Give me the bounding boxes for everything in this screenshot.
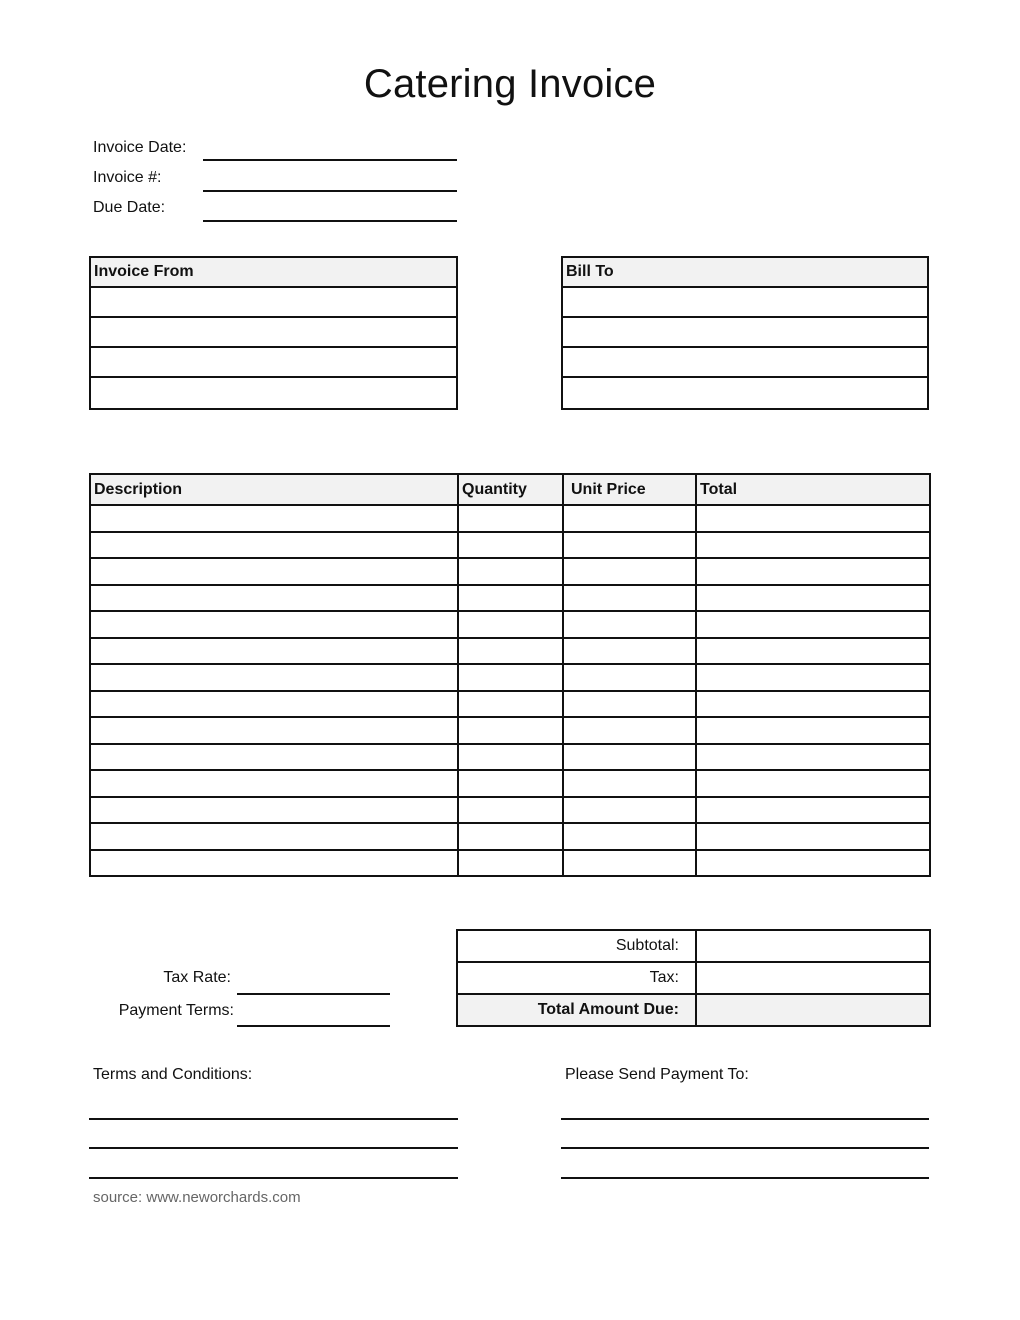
total-cell[interactable] (696, 611, 930, 638)
total-cell[interactable] (696, 823, 930, 850)
total-cell[interactable] (696, 664, 930, 691)
quantity-cell[interactable] (458, 638, 563, 665)
invoice-from-panel (89, 256, 458, 410)
unit-price-cell[interactable] (563, 691, 696, 718)
invoice-from-line[interactable] (91, 318, 456, 348)
table-row (90, 717, 930, 744)
page-title: Catering Invoice (363, 62, 657, 106)
unit-price-cell[interactable] (563, 638, 696, 665)
total-cell[interactable] (696, 770, 930, 797)
table-row (90, 611, 930, 638)
summary-table (456, 929, 931, 1027)
unit-price-cell[interactable] (563, 664, 696, 691)
total-cell[interactable] (696, 585, 930, 612)
total-cell[interactable] (696, 797, 930, 824)
terms-line[interactable] (89, 1118, 458, 1120)
unit-price-cell[interactable] (563, 823, 696, 850)
terms-line[interactable] (89, 1177, 458, 1179)
invoice-number-label: Invoice #: (93, 169, 162, 186)
invoice-from-line[interactable] (91, 378, 456, 408)
invoice-number-field[interactable] (203, 190, 457, 192)
bill-to-line[interactable] (563, 318, 927, 348)
quantity-cell[interactable] (458, 505, 563, 532)
total-cell[interactable] (696, 744, 930, 771)
quantity-cell[interactable] (458, 823, 563, 850)
send-payment-label: Please Send Payment To: (565, 1066, 749, 1083)
quantity-cell[interactable] (458, 770, 563, 797)
column-header-total: Total (696, 474, 930, 505)
total-cell[interactable] (696, 532, 930, 559)
bill-to-line[interactable] (563, 288, 927, 318)
table-row (90, 744, 930, 771)
quantity-cell[interactable] (458, 664, 563, 691)
table-row (90, 532, 930, 559)
total-cell[interactable] (696, 850, 930, 877)
terms-and-conditions-label: Terms and Conditions: (93, 1066, 253, 1083)
terms-line[interactable] (89, 1147, 458, 1149)
payment-terms-field[interactable] (237, 1025, 390, 1027)
description-cell[interactable] (90, 664, 458, 691)
unit-price-cell[interactable] (563, 532, 696, 559)
subtotal-row (457, 930, 930, 962)
bill-to-header: Bill To (563, 258, 927, 288)
table-row (90, 505, 930, 532)
quantity-cell[interactable] (458, 585, 563, 612)
table-row (90, 638, 930, 665)
unit-price-cell[interactable] (563, 505, 696, 532)
table-row (90, 585, 930, 612)
total-row (457, 994, 930, 1026)
table-row (90, 664, 930, 691)
payment-to-line[interactable] (561, 1147, 929, 1149)
tax-value[interactable] (696, 962, 930, 994)
invoice-from-line[interactable] (91, 348, 456, 378)
description-cell[interactable] (90, 558, 458, 585)
tax-rate-field[interactable] (237, 993, 390, 995)
quantity-cell[interactable] (458, 611, 563, 638)
description-cell[interactable] (90, 505, 458, 532)
total-amount-due-value[interactable] (696, 994, 930, 1026)
unit-price-cell[interactable] (563, 850, 696, 877)
subtotal-label: Subtotal: (457, 930, 696, 962)
table-row (90, 823, 930, 850)
description-cell[interactable] (90, 770, 458, 797)
quantity-cell[interactable] (458, 558, 563, 585)
total-cell[interactable] (696, 691, 930, 718)
description-cell[interactable] (90, 691, 458, 718)
unit-price-cell[interactable] (563, 797, 696, 824)
quantity-cell[interactable] (458, 717, 563, 744)
description-cell[interactable] (90, 638, 458, 665)
due-date-field[interactable] (203, 220, 457, 222)
payment-terms-label: Payment Terms: (118, 1002, 234, 1019)
invoice-from-header: Invoice From (91, 258, 456, 288)
quantity-cell[interactable] (458, 850, 563, 877)
payment-to-line[interactable] (561, 1118, 929, 1120)
unit-price-cell[interactable] (563, 558, 696, 585)
total-cell[interactable] (696, 558, 930, 585)
bill-to-line[interactable] (563, 378, 927, 408)
column-header-description: Description (90, 474, 458, 505)
total-cell[interactable] (696, 638, 930, 665)
column-header-unit-price: Unit Price (563, 474, 696, 505)
description-cell[interactable] (90, 823, 458, 850)
tax-label: Tax: (457, 962, 696, 994)
unit-price-cell[interactable] (563, 717, 696, 744)
description-cell[interactable] (90, 611, 458, 638)
bill-to-line[interactable] (563, 348, 927, 378)
payment-to-line[interactable] (561, 1177, 929, 1179)
tax-row (457, 962, 930, 994)
table-row (90, 797, 930, 824)
table-row (90, 850, 930, 877)
table-row (90, 558, 930, 585)
quantity-cell[interactable] (458, 797, 563, 824)
table-header-row (90, 474, 930, 505)
table-row (90, 770, 930, 797)
invoice-date-field[interactable] (203, 159, 457, 161)
description-cell[interactable] (90, 744, 458, 771)
column-header-quantity: Quantity (458, 474, 563, 505)
tax-rate-label: Tax Rate: (163, 969, 231, 986)
description-cell[interactable] (90, 717, 458, 744)
unit-price-cell[interactable] (563, 611, 696, 638)
unit-price-cell[interactable] (563, 770, 696, 797)
due-date-label: Due Date: (93, 199, 166, 216)
total-cell[interactable] (696, 717, 930, 744)
table-row (90, 691, 930, 718)
invoice-date-label: Invoice Date: (93, 139, 187, 156)
quantity-cell[interactable] (458, 744, 563, 771)
description-cell[interactable] (90, 585, 458, 612)
description-cell[interactable] (90, 797, 458, 824)
unit-price-cell[interactable] (563, 744, 696, 771)
bill-to-panel (561, 256, 929, 410)
quantity-cell[interactable] (458, 532, 563, 559)
subtotal-value[interactable] (696, 930, 930, 962)
description-cell[interactable] (90, 532, 458, 559)
description-cell[interactable] (90, 850, 458, 877)
invoice-from-line[interactable] (91, 288, 456, 318)
unit-price-cell[interactable] (563, 585, 696, 612)
total-amount-due-label: Total Amount Due: (457, 994, 696, 1026)
source-credit: source: www.neworchards.com (93, 1189, 301, 1206)
quantity-cell[interactable] (458, 691, 563, 718)
total-cell[interactable] (696, 505, 930, 532)
line-items-table (89, 473, 931, 877)
